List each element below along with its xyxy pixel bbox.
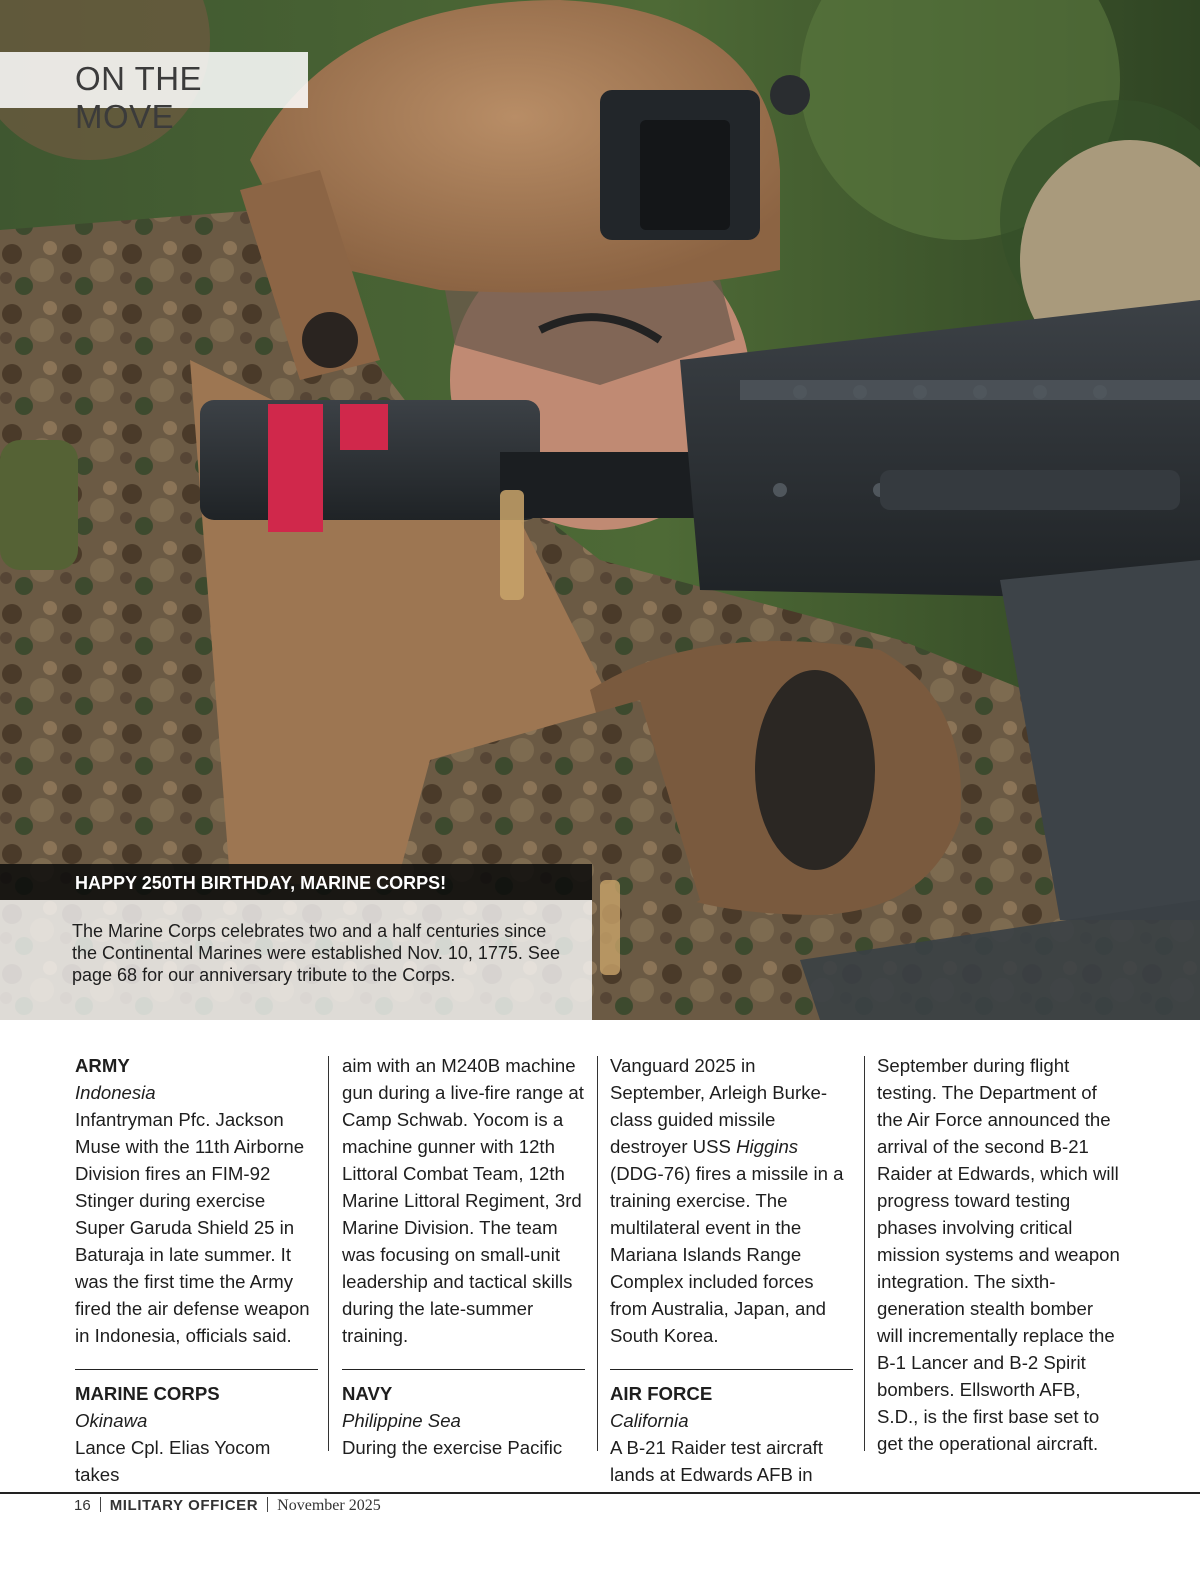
army-heading: ARMY xyxy=(75,1055,130,1076)
column-divider xyxy=(328,1056,329,1451)
army-location: Indonesia xyxy=(75,1082,156,1103)
air-force-text-cont: September during flight testing. The Department of the Air Force announced the arrival of the second B-21 Raider at Edwards, which will progress toward testing phases involving critical mission systems and weapon integration. The sixth-generation stealth bomber will incrementally replace the B-1 Lancer and B-2 Spirit bombers. Ellsworth AFB, S.D., is the first base set to get the operational aircraft. xyxy=(877,1055,1120,1454)
navy-text-start: During the exercise Pacific xyxy=(342,1437,563,1458)
air-force-text-start: A B-21 Raider test aircraft lands at Edwards AFB in xyxy=(610,1437,823,1485)
footer-separator xyxy=(267,1497,268,1512)
marine-corps-heading: MARINE CORPS xyxy=(75,1383,220,1404)
marine-corps-location: Okinawa xyxy=(75,1410,148,1431)
army-text: Infantryman Pfc. Jackson Muse with the 11th Airborne Division fires an FIM-92 Stinger during exercise Super Garuda Shield 25 in Baturaja in late summer. It was the first time the Army fired the air defense weapon in Indonesia, officials said. xyxy=(75,1109,310,1346)
column-3 xyxy=(610,1052,853,1488)
caption-headline: HAPPY 250TH BIRTHDAY, MARINE CORPS! xyxy=(75,873,447,893)
navy-text-b: (DDG-76) fires a missile in a training exercise. The multilateral event in the Mariana Islands Range Complex included forces from Australia, Japan, and South Korea. xyxy=(610,1163,844,1346)
column-2 xyxy=(342,1052,585,1461)
marine-corps-text-cont: aim with an M240B machine gun during a live-fire range at Camp Schwab. Yocom is a machine gunner with 12th Littoral Combat Team, 12th Marine Littoral Regiment, 3rd Marine Division. The team was focusing on small-unit leadership and tactical skills during the late-summer training. xyxy=(342,1055,584,1346)
ship-name: Higgins xyxy=(736,1136,799,1157)
navy-text-a: Vanguard 2025 in September, Arleigh Burke-class guided missile destroyer USS xyxy=(610,1055,828,1157)
navy-location: Philippine Sea xyxy=(342,1410,461,1431)
caption-headline-bar xyxy=(0,864,592,900)
column-1 xyxy=(75,1052,318,1488)
air-force-heading: AIR FORCE xyxy=(610,1383,713,1404)
column-divider xyxy=(597,1056,598,1451)
navy-text-cont xyxy=(610,1052,853,1349)
footer-rule xyxy=(0,1492,1200,1494)
section-tag xyxy=(0,52,308,135)
caption-box xyxy=(0,900,592,1020)
page-number: 16 xyxy=(74,1497,91,1514)
air-force-location: California xyxy=(610,1410,689,1431)
column-4 xyxy=(877,1052,1120,1457)
footer-separator xyxy=(100,1497,101,1512)
divider xyxy=(342,1369,585,1370)
divider xyxy=(610,1369,853,1370)
issue-date: November 2025 xyxy=(277,1497,381,1514)
divider xyxy=(75,1369,318,1370)
page-footer xyxy=(74,1497,381,1515)
marine-corps-text-start: Lance Cpl. Elias Yocom takes xyxy=(75,1437,271,1485)
column-divider xyxy=(864,1056,865,1451)
section-tag-label: ON THE MOVE xyxy=(75,60,203,135)
magazine-name: MILITARY OFFICER xyxy=(109,1497,259,1514)
navy-heading: NAVY xyxy=(342,1383,393,1404)
caption-text: The Marine Corps celebrates two and a half centuries since the Continental Marines were established Nov. 10, 1775. See page 68 for our anniversary tribute to the Corps. xyxy=(72,921,560,985)
